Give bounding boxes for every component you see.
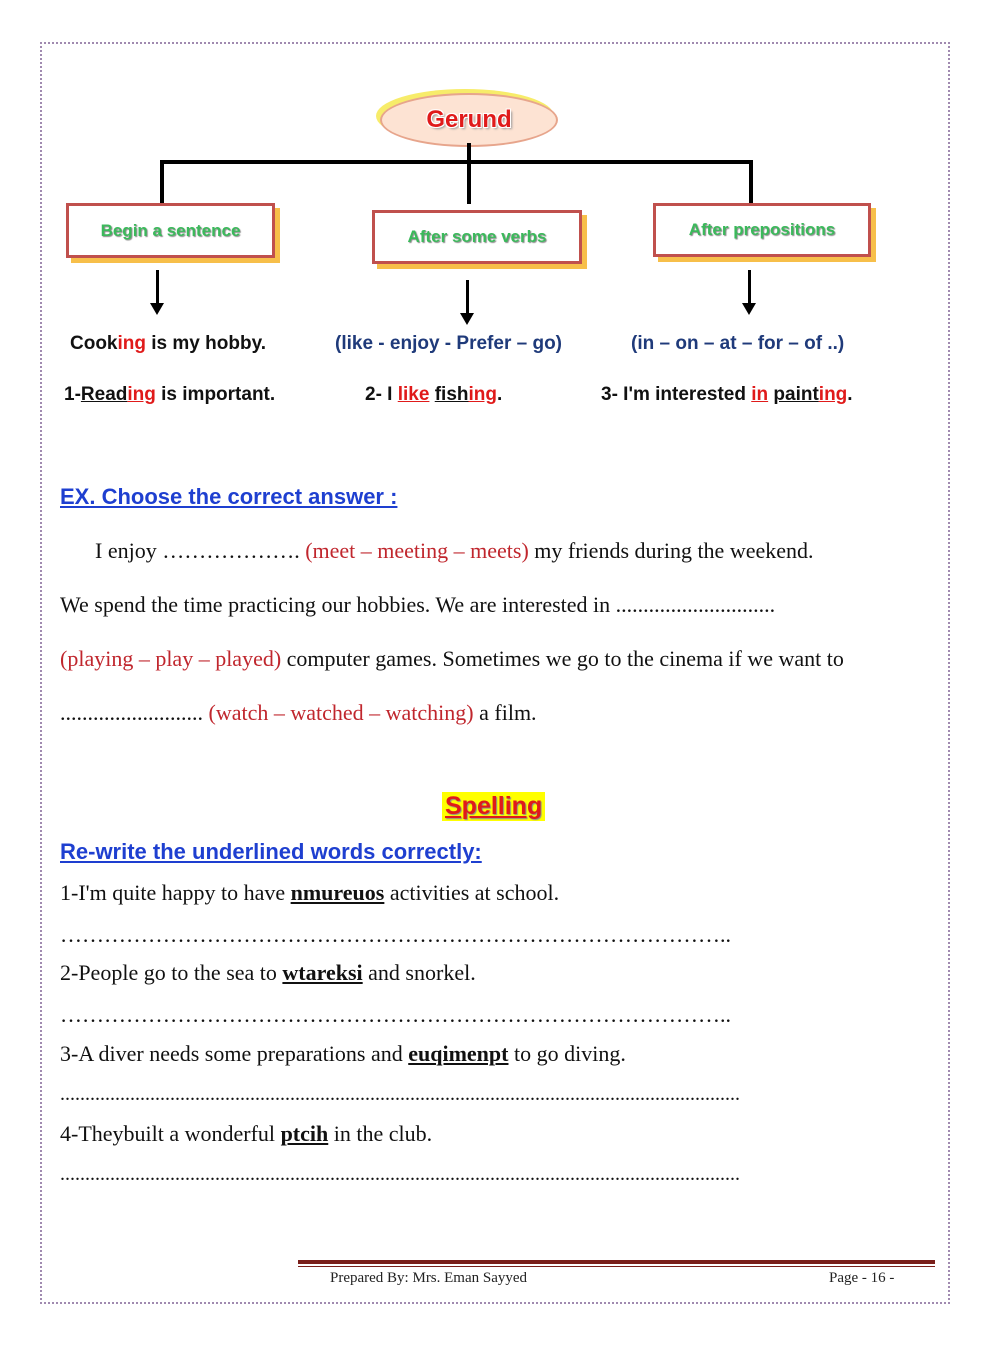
arrow-shaft-right <box>748 270 751 304</box>
tree-branch-right <box>749 160 753 203</box>
exercise-line-4: .......................... (watch – watched – watching) a film. <box>60 700 537 725</box>
arrow-down-icon <box>742 303 756 315</box>
answer-line: ........................................................................................................................................ <box>60 1083 740 1105</box>
spelling-item: 3-A diver needs some preparations and euqimenpt to go diving. <box>60 1041 626 1066</box>
example-stem: paint <box>773 384 819 405</box>
spelling-item: 4-Theybuilt a wonderful ptcih in the club. <box>60 1121 433 1146</box>
example-text: is important. <box>155 384 276 405</box>
arrow-shaft-left <box>156 270 159 304</box>
example-text: Cook <box>70 333 118 354</box>
gerund-root-label: Gerund <box>380 93 558 147</box>
answer-line: ……………………………………………………………………………….. <box>60 922 731 947</box>
answer-options: (watch – watched – watching) <box>208 700 474 725</box>
tree-branch-left <box>160 160 164 203</box>
category-after-prepositions: After prepositions <box>653 203 871 257</box>
example-painting: 3- I'm interested in painting. <box>601 384 853 405</box>
spelling-item: 1-I'm quite happy to have nmureuos activities at school. <box>60 880 560 905</box>
exercise-line-1: I enjoy ………………. (meet – meeting – meets) my friends during the weekend. <box>95 538 814 563</box>
exercise-line-2: We spend the time practicing our hobbies. We are interested in ............................. <box>60 592 776 617</box>
ing-suffix: ing <box>818 384 848 405</box>
example-text: 3- I'm interested <box>601 384 752 405</box>
example-verb: like <box>397 384 430 405</box>
category-after-verbs: After some verbs <box>372 210 582 264</box>
misspelled-word: nmureuos <box>290 880 385 905</box>
ing-suffix: ing <box>117 333 146 354</box>
tree-horizontal <box>160 160 753 164</box>
example-text: is my hobby. <box>146 333 267 354</box>
exercise-line-3: (playing – play – played) computer games. Sometimes we go to the cinema if we want to <box>60 646 844 671</box>
tree-stem <box>467 143 471 204</box>
example-reading <box>64 384 275 406</box>
answer-options: (playing – play – played) <box>60 646 282 671</box>
example-preposition: in <box>751 384 769 405</box>
preposition-list: (in – on – at – for – of ..) <box>631 333 845 354</box>
ing-suffix: ing <box>127 384 156 405</box>
footer-rule-thin <box>298 1266 935 1267</box>
footer-rule <box>298 1260 935 1264</box>
arrow-down-icon <box>150 303 164 315</box>
arrow-shaft-middle <box>466 280 469 314</box>
example-fishing: 2- I like fishing. <box>365 384 503 405</box>
answer-options: (meet – meeting – meets) <box>305 538 529 563</box>
ing-suffix: ing <box>468 384 497 405</box>
footer-author: Prepared By: Mrs. Eman Sayyed <box>330 1270 528 1286</box>
example-number: 1- <box>64 384 81 405</box>
spelling-instruction: Re-write the underlined words correctly: <box>60 839 482 864</box>
category-begin-sentence: Begin a sentence <box>66 203 275 258</box>
misspelled-word: euqimenpt <box>408 1041 509 1066</box>
verb-list: (like - enjoy - Prefer – go) <box>335 333 562 354</box>
example-stem: fish <box>434 384 469 405</box>
misspelled-word: ptcih <box>280 1121 329 1146</box>
example-cooking <box>70 333 266 355</box>
footer-page-number: Page - 16 - <box>829 1270 895 1286</box>
misspelled-word: wtareksi <box>282 960 363 985</box>
spelling-title: Spelling <box>442 792 545 821</box>
example-stem: Read <box>80 384 128 405</box>
arrow-down-icon <box>460 313 474 325</box>
answer-line: ……………………………………………………………………………….. <box>60 1002 731 1027</box>
example-text: 2- I <box>365 384 398 405</box>
spelling-item: 2-People go to the sea to wtareksi and snorkel. <box>60 960 476 985</box>
answer-line: ........................................................................................................................................ <box>60 1163 740 1185</box>
exercise-title: EX. Choose the correct answer : <box>60 484 398 509</box>
